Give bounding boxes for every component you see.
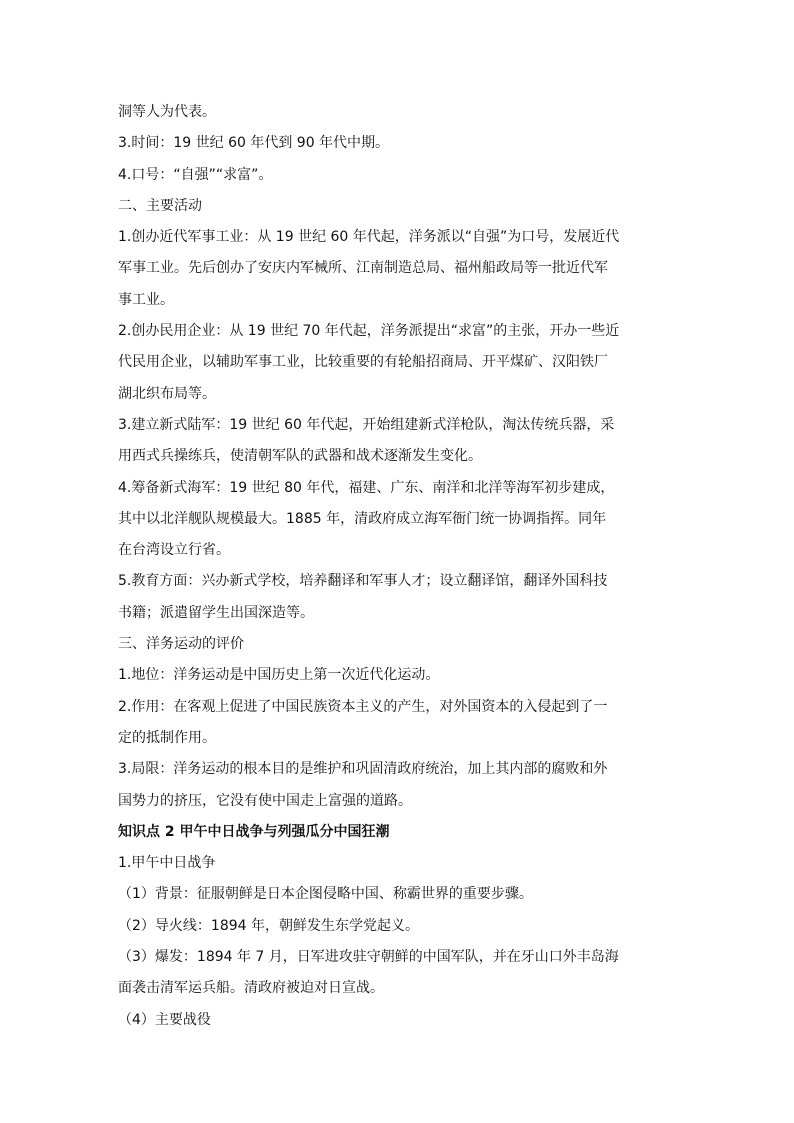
text-line: 洞等人为代表。 (118, 104, 216, 120)
text-line: 定的抵制作用。 (118, 729, 216, 746)
text-line: 国势力的挤压，它没有使中国走上富强的道路。 (118, 792, 412, 809)
text-line: 事工业。 (118, 291, 174, 308)
text-line: （1）背景：征服朝鲜是日本企图侵略中国、称霸世界的重要步骤。 (118, 886, 533, 903)
text-line: 3.建立新式陆军：19 世纪 60 年代起，开始组建新式洋枪队，淘汰传统兵器，采 (118, 416, 615, 433)
text-line: 军事工业。先后创办了安庆内军械所、江南制造总局、福州船政局等一批近代军 (118, 260, 608, 277)
text-line: 3.时间：19 世纪 60 年代到 90 年代中期。 (118, 135, 390, 152)
text-line: 1.地位：洋务运动是中国历史上第一次近代化运动。 (118, 667, 440, 684)
text-line: （3）爆发：1894 年 7 月，日军进攻驻守朝鲜的中国军队，并在牙山口外丰岛海 (118, 949, 619, 966)
text-line: 2.创办民用企业：从 19 世纪 70 年代起，洋务派提出“求富”的主张，开办一些近 (118, 323, 620, 340)
text-line: 4.筹备新式海军：19 世纪 80 年代，福建、广东、南洋和北洋等海军初步建成， (118, 479, 615, 496)
text-line: 4.口号：“自强”“求富”。 (118, 166, 273, 183)
text-line: 二、主要活动 (118, 197, 202, 214)
text-line: 湖北织布局等。 (118, 385, 216, 402)
text-line: 三、洋务运动的评价 (118, 636, 244, 653)
text-line: 5.教育方面：兴办新式学校，培养翻译和军事人才；设立翻译馆，翻译外国科技 (118, 573, 608, 590)
text-line: 2.作用：在客观上促进了中国民族资本主义的产生，对外国资本的入侵起到了一 (118, 698, 608, 715)
text-line: （2）导火线：1894 年，朝鲜发生东学党起义。 (118, 917, 419, 934)
text-line: 面袭击清军运兵船。清政府被迫对日宣战。 (118, 980, 384, 997)
text-line: 书籍；派遣留学生出国深造等。 (118, 604, 314, 621)
document-body (118, 97, 678, 1036)
text-line: 代民用企业，以辅助军事工业，比较重要的有轮船招商局、开平煤矿、汉阳铁厂 (118, 354, 608, 371)
text-line: 1.创办近代军事工业：从 19 世纪 60 年代起，洋务派以“自强”为口号，发展近代 (118, 229, 620, 246)
text-line: 其中以北洋舰队规模最大。1885 年，清政府成立海军衙门统一协调指挥。同年 (118, 510, 607, 527)
text-line: （4）主要战役 (118, 1011, 211, 1028)
text-line: 3.局限：洋务运动的根本目的是维护和巩固清政府统治，加上其内部的腐败和外 (118, 761, 608, 778)
section-heading: 知识点 2 甲午中日战争与列强瓜分中国狂潮 (118, 823, 390, 840)
text-line: 用西式兵操练兵，使清朝军队的武器和战术逐渐发生变化。 (118, 448, 482, 465)
text-line: 在台湾设立行省。 (118, 542, 230, 559)
text-line: 1.甲午中日战争 (118, 855, 216, 872)
